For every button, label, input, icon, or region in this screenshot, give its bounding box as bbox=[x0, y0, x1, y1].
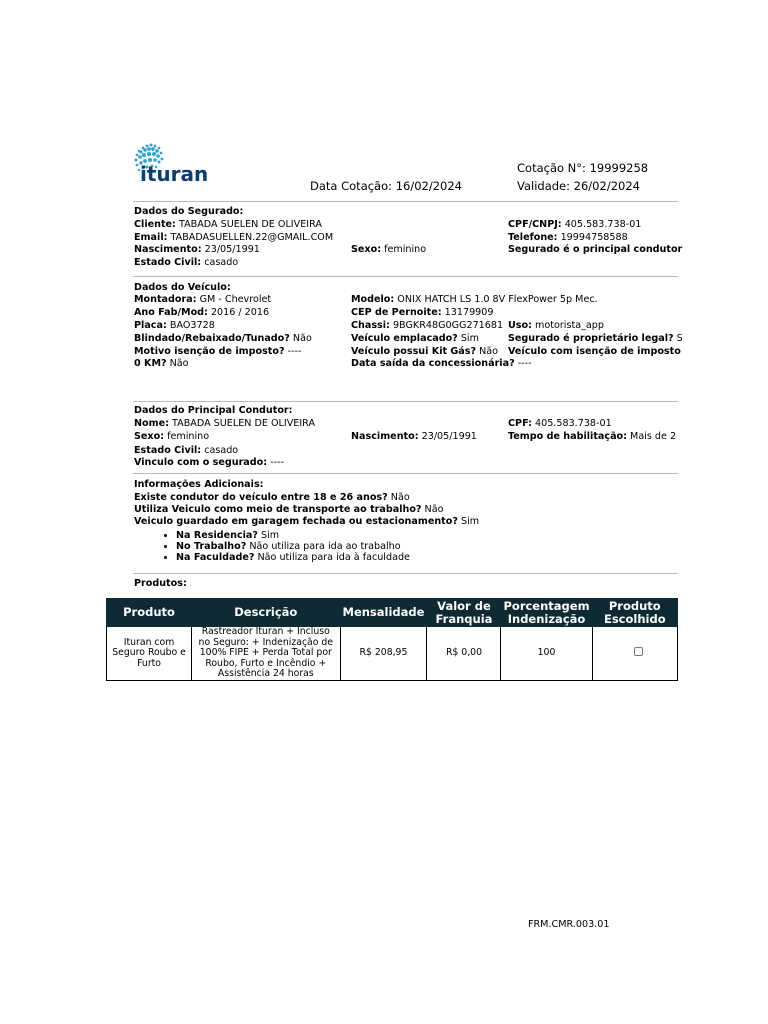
veiculo-saida-concessionaria: Data saída da concessionária? ---- bbox=[351, 358, 532, 369]
cotacao-value: 19999258 bbox=[589, 161, 649, 175]
validade bbox=[517, 179, 640, 193]
table-header-row bbox=[107, 599, 678, 627]
cell-franquia: R$ 0,00 bbox=[427, 627, 501, 681]
cell-mensalidade: R$ 208,95 bbox=[340, 627, 427, 681]
veiculo-modelo: Modelo: ONIX HATCH LS 1.0 8V FlexPower 5p Mec. bbox=[351, 294, 598, 305]
col-header-descricao: Descrição bbox=[192, 599, 340, 627]
col-header-franquia: Valor de Franquia bbox=[427, 599, 501, 627]
veiculo-uso: Uso: motorista_app bbox=[508, 320, 604, 331]
products-table-wrapper bbox=[106, 598, 678, 688]
veiculo-title: Dados do Veículo: bbox=[134, 282, 231, 293]
col-header-porcentagem: Porcentagem Indenização bbox=[501, 599, 592, 627]
segurado-email: Email: TABADASUELLEN.22@GMAIL.COM bbox=[134, 232, 334, 243]
veiculo-ano: Ano Fab/Mod: 2016 / 2016 bbox=[134, 307, 270, 318]
veiculo-proprietario: Segurado é proprietário legal? S bbox=[508, 333, 683, 344]
table-row bbox=[107, 627, 678, 681]
segurado-cpf: CPF/CNPJ: 405.583.738-01 bbox=[508, 219, 642, 230]
adicionais-title: Informações Adicionais: bbox=[134, 479, 264, 490]
cell-escolhido bbox=[592, 627, 677, 681]
cotacao-label: Cotação N°: bbox=[517, 161, 586, 175]
condutor-title: Dados do Principal Condutor: bbox=[134, 405, 293, 416]
produto-escolhido-checkbox[interactable] bbox=[634, 647, 643, 656]
veiculo-zero-km: 0 KM? Não bbox=[134, 358, 189, 369]
cotacao-number bbox=[517, 161, 648, 175]
veiculo-blindado: Blindado/Rebaixado/Tunado? Não bbox=[134, 333, 312, 344]
cell-descricao: Rastreador Ituran + Incluso no Seguro: + Indenização de 100% FIPE + Perda Total por Roubo, Furto e Incêndio + Assistência 24 horas bbox=[192, 627, 340, 681]
segurado-cliente: Cliente: TABADA SUELEN DE OLIVEIRA bbox=[134, 219, 322, 230]
cell-produto: Ituran com Seguro Roubo e Furto bbox=[107, 627, 192, 681]
divider bbox=[133, 401, 678, 402]
condutor-cpf: CPF: 405.583.738-01 bbox=[508, 418, 612, 429]
veiculo-motivo-isencao: Motivo isenção de imposto? ---- bbox=[134, 346, 302, 357]
condutor-nascimento: Nascimento: 23/05/1991 bbox=[351, 431, 477, 442]
adicionais-q1: Existe condutor do veículo entre 18 e 26 anos? Não bbox=[134, 492, 410, 503]
products-table bbox=[106, 598, 678, 681]
list-item: • Na Residencia? Sim bbox=[176, 530, 410, 541]
data-cotacao-value: 16/02/2024 bbox=[395, 179, 462, 193]
col-header-produto: Produto bbox=[107, 599, 192, 627]
validade-label: Validade: bbox=[517, 179, 571, 193]
garagem-list bbox=[162, 530, 410, 563]
list-item: • Na Faculdade? Não utiliza para ida à faculdade bbox=[176, 552, 410, 563]
col-header-mensalidade: Mensalidade bbox=[340, 599, 427, 627]
logo-text: ituran bbox=[140, 162, 209, 186]
data-cotacao-label: Data Cotação: bbox=[310, 179, 393, 193]
col-header-produto-escolhido: Produto Escolhido bbox=[592, 599, 677, 627]
data-cotacao bbox=[310, 179, 462, 193]
condutor-estado-civil: Estado Civil: casado bbox=[134, 445, 239, 456]
divider bbox=[133, 201, 678, 202]
segurado-principal-condutor: Segurado é o principal condutor bbox=[508, 244, 683, 255]
validade-value: 26/02/2024 bbox=[573, 179, 640, 193]
segurado-sexo: Sexo: feminino bbox=[351, 244, 427, 255]
cell-porcentagem: 100 bbox=[501, 627, 592, 681]
segurado-estado-civil: Estado Civil: casado bbox=[134, 257, 239, 268]
divider bbox=[133, 573, 678, 574]
form-code: FRM.CMR.003.01 bbox=[528, 919, 610, 930]
segurado-nascimento: Nascimento: 23/05/1991 bbox=[134, 244, 260, 255]
produtos-title: Produtos: bbox=[134, 578, 187, 589]
condutor-habilitacao: Tempo de habilitação: Mais de 2 bbox=[508, 431, 677, 442]
veiculo-cep: CEP de Pernoite: 13179909 bbox=[351, 307, 494, 318]
list-item: • No Trabalho? Não utiliza para ida ao trabalho bbox=[176, 541, 410, 552]
veiculo-kit-gas: Veículo possui Kit Gás? Não bbox=[351, 346, 499, 357]
condutor-nome: Nome: TABADA SUELEN DE OLIVEIRA bbox=[134, 418, 316, 429]
segurado-title: Dados do Segurado: bbox=[134, 206, 244, 217]
condutor-vinculo: Vinculo com o segurado: ---- bbox=[134, 457, 284, 468]
adicionais-q2: Utiliza Veiculo como meio de transporte ao trabalho? Não bbox=[134, 504, 444, 515]
segurado-telefone: Telefone: 19994758588 bbox=[508, 232, 628, 243]
veiculo-montadora: Montadora: GM - Chevrolet bbox=[134, 294, 272, 305]
veiculo-placa: Placa: BAO3728 bbox=[134, 320, 215, 331]
divider bbox=[133, 473, 678, 474]
veiculo-chassi: Chassi: 9BGKR48G0GG271681 bbox=[351, 320, 504, 331]
veiculo-isencao-imposto: Veículo com isenção de imposto bbox=[508, 346, 681, 357]
veiculo-emplacado: Veículo emplacado? Sim bbox=[351, 333, 479, 344]
condutor-sexo: Sexo: feminino bbox=[134, 431, 210, 442]
adicionais-q3: Veiculo guardado em garagem fechada ou estacionamento? Sim bbox=[134, 516, 480, 527]
ituran-logo bbox=[134, 143, 230, 185]
divider bbox=[133, 276, 678, 277]
